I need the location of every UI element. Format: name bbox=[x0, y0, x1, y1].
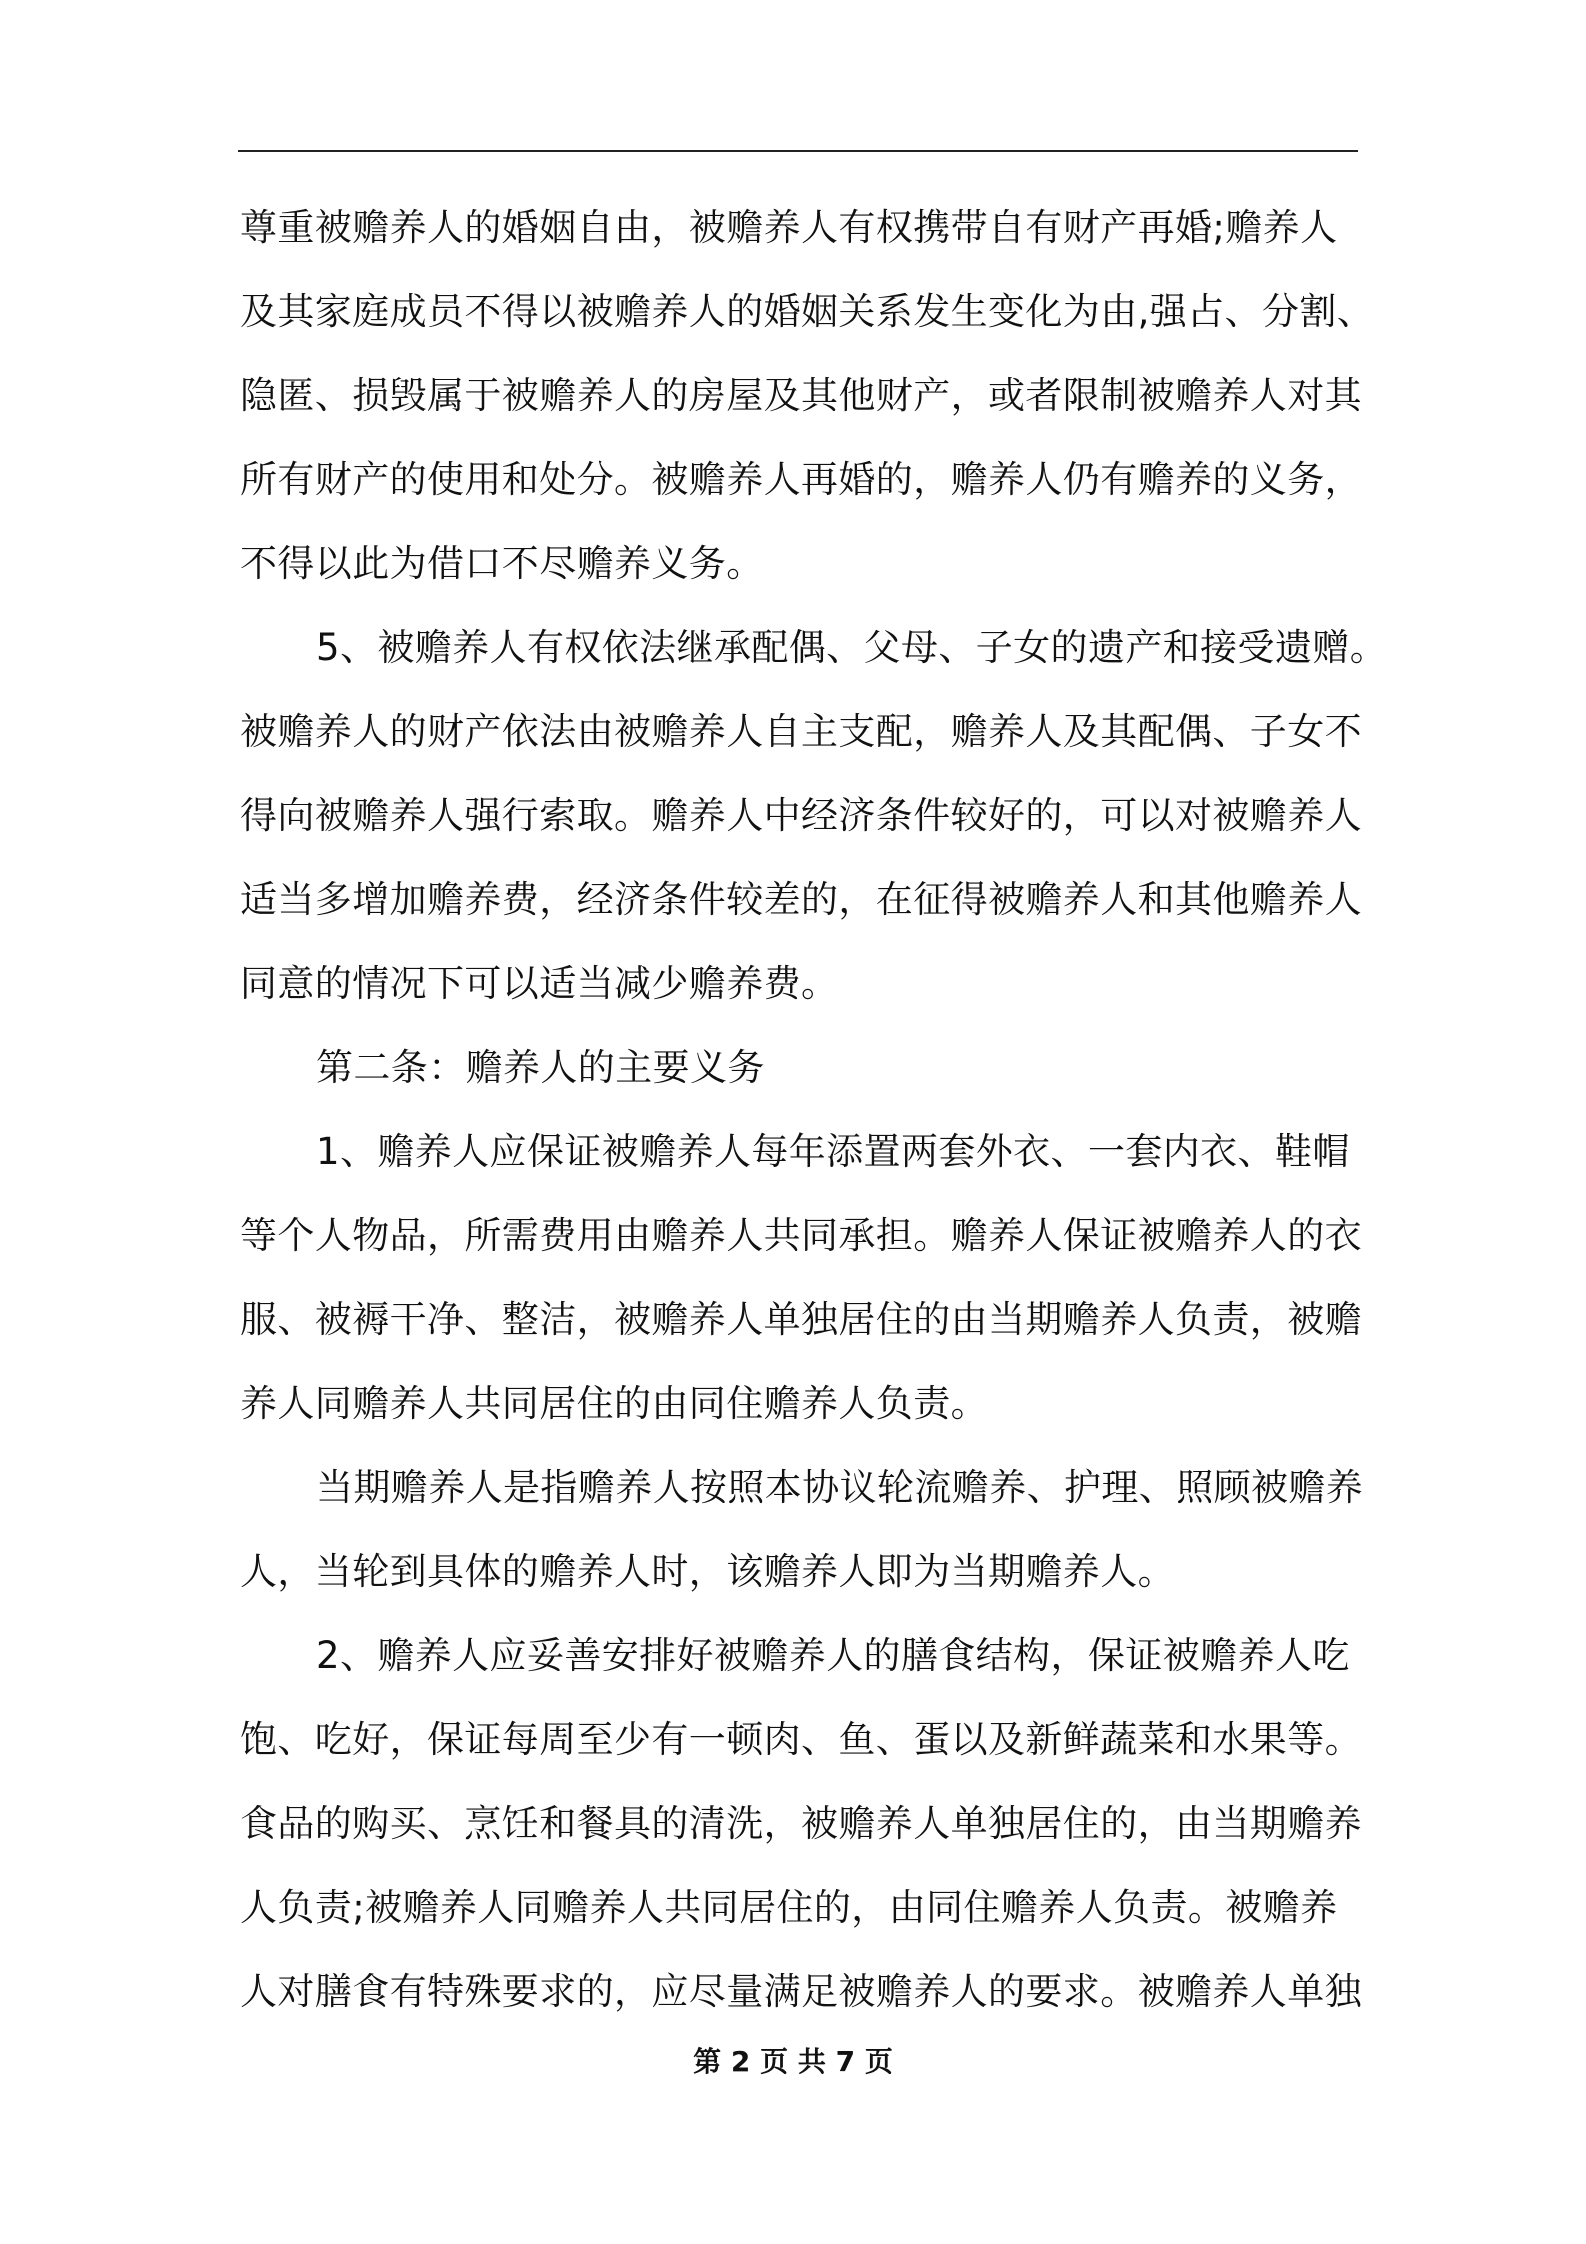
text-line: 不得以此为借口不尽赡养义务。 bbox=[240, 542, 764, 585]
text-line: 人负责;被赡养人同赡养人共同居住的，由同住赡养人负责。被赡养 bbox=[240, 1886, 1338, 1929]
text-line: 得向被赡养人强行索取。赡养人中经济条件较好的，可以对被赡养人 bbox=[240, 794, 1362, 837]
text-line: 人，当轮到具体的赡养人时，该赡养人即为当期赡养人。 bbox=[240, 1550, 1175, 1593]
text-line: 隐匿、损毁属于被赡养人的房屋及其他财产，或者限制被赡养人对其 bbox=[240, 374, 1362, 417]
text-line: 尊重被赡养人的婚姻自由，被赡养人有权携带自有财产再婚;赡养人 bbox=[240, 206, 1338, 249]
text-line: 同意的情况下可以适当减少赡养费。 bbox=[240, 962, 839, 1005]
text-line: 饱、吃好，保证每周至少有一顿肉、鱼、蛋以及新鲜蔬菜和水果等。 bbox=[240, 1718, 1362, 1761]
document-body bbox=[240, 186, 1388, 2034]
text-line: 所有财产的使用和处分。被赡养人再婚的，赡养人仍有赡养的义务， bbox=[240, 458, 1362, 501]
text-line: 及其家庭成员不得以被赡养人的婚姻关系发生变化为由,强占、分割、 bbox=[240, 290, 1375, 333]
paragraph-start-line: 2、赡养人应妥善安排好被赡养人的膳食结构，保证被赡养人吃 bbox=[316, 1634, 1350, 1677]
text-line: 服、被褥干净、整洁，被赡养人单独居住的由当期赡养人负责，被赡 bbox=[240, 1298, 1362, 1341]
text-line: 被赡养人的财产依法由被赡养人自主支配，赡养人及其配偶、子女不 bbox=[240, 710, 1362, 753]
paragraph-start-line: 5、被赡养人有权依法继承配偶、父母、子女的遗产和接受遗赠。 bbox=[316, 626, 1388, 669]
paragraph-start-line: 1、赡养人应保证被赡养人每年添置两套外衣、一套内衣、鞋帽 bbox=[316, 1130, 1350, 1173]
header-rule bbox=[238, 150, 1358, 152]
page-number-footer: 第 2 页 共 7 页 bbox=[693, 2045, 893, 2078]
paragraph-start-line: 当期赡养人是指赡养人按照本协议轮流赡养、护理、照顾被赡养 bbox=[316, 1466, 1364, 1509]
text-line: 人对膳食有特殊要求的，应尽量满足被赡养人的要求。被赡养人单独 bbox=[240, 1970, 1362, 2013]
text-line: 养人同赡养人共同居住的由同住赡养人负责。 bbox=[240, 1382, 988, 1425]
text-line: 适当多增加赡养费，经济条件较差的，在征得被赡养人和其他赡养人 bbox=[240, 878, 1362, 921]
text-line: 食品的购买、烹饪和餐具的清洗，被赡养人单独居住的，由当期赡养 bbox=[240, 1802, 1362, 1845]
text-line: 等个人物品，所需费用由赡养人共同承担。赡养人保证被赡养人的衣 bbox=[240, 1214, 1362, 1257]
section-heading: 第二条：赡养人的主要义务 bbox=[316, 1046, 765, 1089]
